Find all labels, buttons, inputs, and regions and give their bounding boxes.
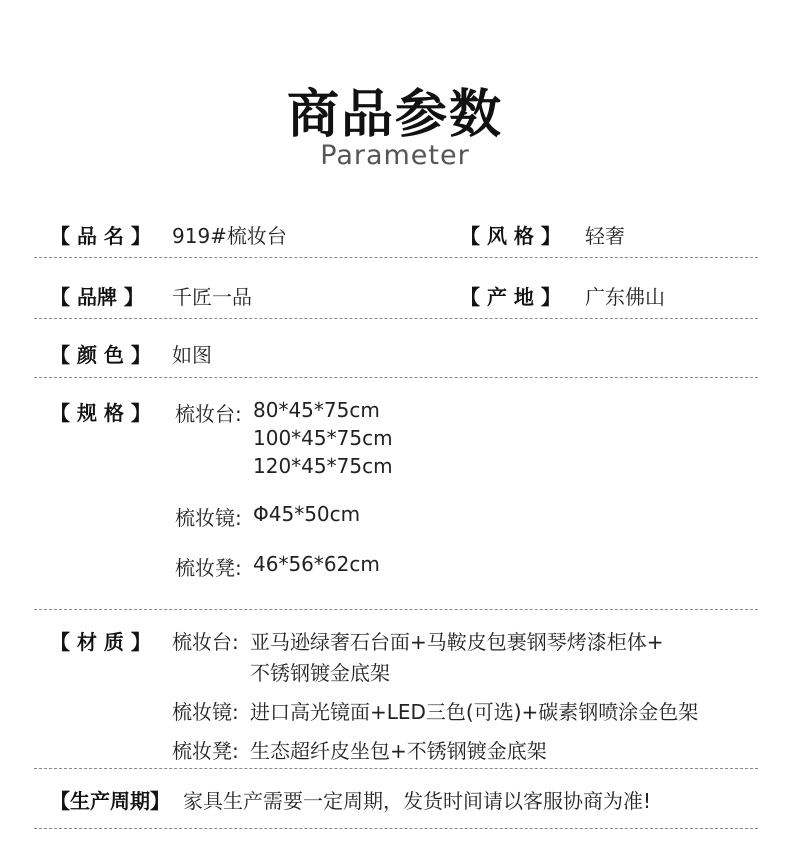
divider (34, 318, 758, 319)
page-title: 商品参数 (286, 85, 503, 145)
brand-value: 千匠一品 (172, 285, 252, 309)
spec-line: Φ45*50cm (253, 502, 361, 526)
spec-key-stool: 梳妆凳: (175, 556, 242, 580)
material-line: 进口高光镜面+LED三色(可选)+碳素钢喷涂金色架 (250, 700, 699, 724)
brand-label: 【 品牌 】 (50, 285, 144, 309)
spec-label: 【 规 格 】 (50, 401, 151, 425)
divider (34, 257, 758, 258)
spec-line: 80*45*75cm (253, 398, 380, 422)
divider (34, 768, 758, 769)
style-value: 轻奢 (585, 224, 625, 248)
origin-value: 广东佛山 (585, 285, 665, 309)
material-line: 不锈钢镀金底架 (250, 661, 390, 685)
spec-key-mirror: 梳妆镜: (175, 506, 242, 530)
divider (34, 609, 758, 610)
material-key-mirror: 梳妆镜: (172, 700, 239, 724)
name-value: 919#梳妆台 (172, 224, 287, 248)
divider (34, 828, 758, 829)
divider (34, 377, 758, 378)
origin-label: 【 产 地 】 (460, 285, 561, 309)
name-label: 【 品 名 】 (50, 224, 151, 248)
spec-key-dressing-table: 梳妆台: (175, 402, 242, 426)
spec-line: 46*56*62cm (253, 552, 380, 576)
color-label: 【 颜 色 】 (50, 343, 151, 367)
material-key-stool: 梳妆凳: (172, 739, 239, 763)
style-label: 【 风 格 】 (460, 224, 561, 248)
material-label: 【 材 质 】 (50, 630, 151, 654)
page-subtitle: Parameter (320, 140, 470, 171)
spec-line: 100*45*75cm (253, 426, 393, 450)
spec-line: 120*45*75cm (253, 454, 393, 478)
material-key-dressing-table: 梳妆台: (172, 630, 239, 654)
production-label: 【生产周期】 (50, 789, 170, 813)
color-value: 如图 (172, 343, 212, 367)
material-line: 生态超纤皮坐包+不锈钢镀金底架 (250, 739, 547, 763)
material-line: 亚马逊绿奢石台面+马鞍皮包裹钢琴烤漆柜体+ (250, 630, 664, 654)
production-value: 家具生产需要一定周期，发货时间请以客服协商为准! (183, 789, 652, 813)
